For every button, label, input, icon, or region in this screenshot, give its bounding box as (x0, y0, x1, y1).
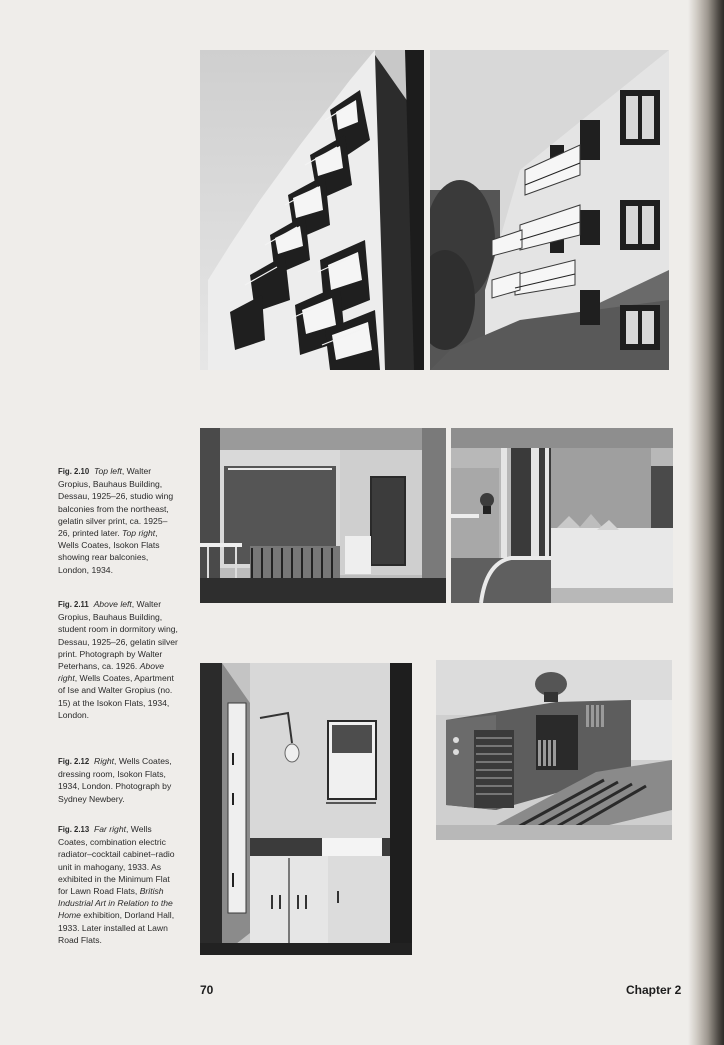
photo-isokon-dressing-room (200, 663, 412, 955)
caption-fig-2-11 (58, 598, 178, 721)
caption-text: exhibition, Dorland Hall, 1933. Later installed at Lawn Road Flats. (58, 910, 175, 945)
photo-isokon-balconies (430, 50, 669, 370)
caption-text: , Walter Gropius, Bauhaus Building, Dessau, 1925–26, studio wing balconies from the northeast, gelatin silver print, ca. 1925–26, printed later. (58, 466, 174, 539)
caption-fig-2-12 (58, 755, 178, 805)
caption-text-italic: Above left (93, 599, 132, 609)
caption-figure-number: Fig. 2.13 (58, 825, 90, 834)
photo-bauhaus-balconies (200, 50, 424, 370)
photo-gropius-apartment (451, 428, 673, 603)
caption-text-italic: Top left (93, 466, 122, 476)
caption-text-italic: Far right (93, 824, 126, 834)
caption-fig-2-13 (58, 823, 178, 946)
book-gutter-shadow (688, 0, 724, 1045)
chapter-label: Chapter 2 (626, 983, 682, 997)
caption-fig-2-10 (58, 465, 178, 576)
caption-text: , Walter Gropius, Bauhaus Building, student room in dormitory wing, Dessau, 1925–26, gelatin silver print. Photograph by Walter Peterhans, ca. 1926. (58, 599, 178, 672)
caption-figure-number: Fig. 2.11 (58, 600, 89, 609)
caption-text: , Wells Coates, dressing room, Isokon Flats, 1934, London. Photograph by Sydney Newbery. (58, 756, 172, 804)
caption-text-italic: British Industrial Art in Relation to the Home (58, 886, 173, 921)
caption-figure-number: Fig. 2.12 (58, 757, 90, 766)
page-number: 70 (200, 983, 214, 997)
caption-text-italic: Right (93, 756, 115, 766)
photo-bauhaus-student-room (200, 428, 446, 603)
photo-radio-cabinet-unit (436, 660, 672, 840)
caption-figure-number: Fig. 2.10 (58, 467, 90, 476)
caption-text: , Wells Coates, Apartment of Ise and Walter Gropius (no. 15) at the Isokon Flats, 1934, London. (58, 673, 174, 720)
caption-text-italic: Above right (58, 661, 165, 684)
caption-text: , Wells Coates, combination electric radiator–cocktail cabinet–radio unit in mahogany, 1933. As exhibited in the Minimum Flat for Lawn Road Flats, (58, 824, 175, 897)
caption-text: , Wells Coates, Isokon Flats showing rear balconies, London, 1934. (58, 528, 160, 575)
caption-text-italic: Top right (122, 528, 156, 539)
